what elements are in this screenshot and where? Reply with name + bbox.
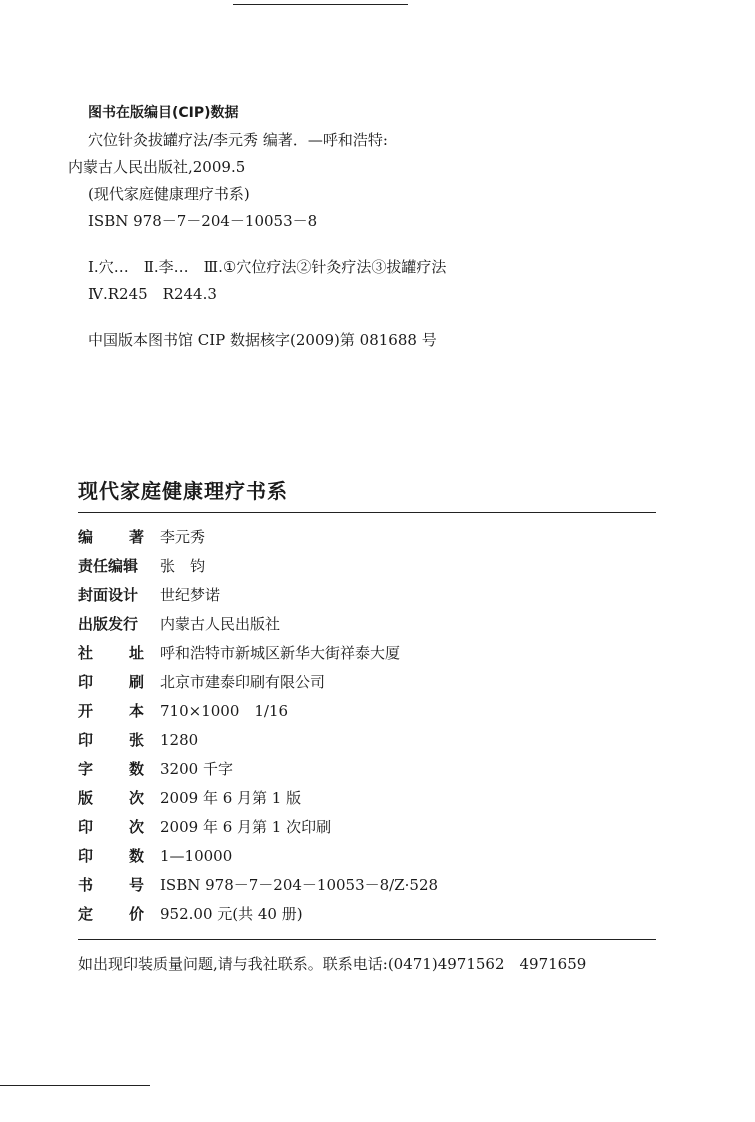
detail-label-part: 开: [78, 702, 94, 720]
detail-value: 3200 千字: [160, 760, 233, 778]
detail-label: [78, 842, 144, 871]
top-rule: [233, 4, 408, 5]
detail-label-part: 出版发行: [78, 615, 139, 633]
detail-label-part: 责任编辑: [78, 557, 139, 575]
cip-line: 内蒙古人民出版社,2009.5: [68, 158, 246, 176]
detail-label-part: 印: [78, 673, 94, 691]
detail-value: 1280: [160, 731, 199, 749]
detail-label-part: 编: [78, 528, 94, 546]
detail-value: 内蒙古人民出版社: [160, 615, 281, 633]
detail-label-part: 数: [128, 760, 144, 778]
detail-value: 北京市建泰印刷有限公司: [160, 673, 326, 691]
detail-label: [78, 668, 144, 697]
detail-label: [78, 813, 144, 842]
detail-row: [78, 610, 656, 639]
detail-label-part: 印: [78, 818, 94, 836]
cip-line: Ⅰ.穴… Ⅱ.李… Ⅲ.①穴位疗法②针灸疗法③拔罐疗法: [88, 258, 447, 276]
detail-row: [78, 842, 656, 871]
detail-value: 710×1000 1/16: [160, 702, 289, 720]
detail-row: [78, 639, 656, 668]
detail-value: 呼和浩特市新城区新华大街祥泰大厦: [160, 644, 401, 662]
series-title: 现代家庭健康理疗书系: [78, 476, 656, 513]
detail-row: [78, 697, 656, 726]
detail-label-part: 著: [128, 528, 144, 546]
detail-row: [78, 552, 656, 581]
detail-value: 李元秀: [160, 528, 206, 546]
series-block: [78, 476, 656, 976]
detail-label-part: 址: [128, 644, 144, 662]
detail-value: 张 钧: [160, 557, 206, 575]
detail-label-part: 号: [128, 876, 144, 894]
cip-line: 穴位针灸拔罐疗法/李元秀 编著．—呼和浩特:: [88, 131, 388, 149]
detail-row: [78, 668, 656, 697]
detail-label: [78, 697, 144, 726]
detail-label-part: 社: [78, 644, 94, 662]
detail-label: [78, 755, 144, 784]
detail-value: 952.00 元(共 40 册): [160, 905, 303, 923]
detail-label-part: 刷: [128, 673, 144, 691]
detail-row: [78, 900, 656, 929]
detail-label-part: 定: [78, 905, 94, 923]
detail-label-part: 张: [128, 731, 144, 749]
detail-value: 2009 年 6 月第 1 次印刷: [160, 818, 332, 836]
detail-row: [78, 726, 656, 755]
detail-label-part: 书: [78, 876, 94, 894]
detail-row: [78, 581, 656, 610]
detail-label: [78, 581, 144, 610]
detail-row: [78, 755, 656, 784]
detail-value: 2009 年 6 月第 1 版: [160, 789, 302, 807]
cip-line: (现代家庭健康理疗书系): [88, 185, 250, 203]
detail-label-part: 次: [128, 789, 144, 807]
detail-label: [78, 784, 144, 813]
detail-label-part: 数: [128, 847, 144, 865]
bottom-rule: [0, 1085, 150, 1086]
detail-value: 世纪梦诺: [160, 586, 221, 604]
footer-contact: 如出现印装质量问题,请与我社联系。联系电话:(0471)4971562 4971659: [78, 939, 656, 976]
detail-label-part: 本: [128, 702, 144, 720]
detail-label: [78, 900, 144, 929]
cip-line: ISBN 978－7－204－10053－8: [88, 212, 318, 230]
detail-label-part: 价: [128, 905, 144, 923]
detail-label-part: 封面设计: [78, 586, 139, 604]
detail-label: [78, 871, 144, 900]
detail-label: [78, 552, 144, 581]
detail-label: [78, 726, 144, 755]
detail-row: [78, 523, 656, 552]
detail-label-part: 印: [78, 731, 94, 749]
cip-block: [68, 100, 688, 354]
publication-details: [78, 523, 656, 929]
detail-label: [78, 610, 144, 639]
detail-label: [78, 639, 144, 668]
detail-label-part: 次: [128, 818, 144, 836]
detail-label-part: 版: [78, 789, 94, 807]
detail-row: [78, 784, 656, 813]
detail-row: [78, 813, 656, 842]
detail-row: [78, 871, 656, 900]
cip-line: Ⅳ.R245 R244.3: [88, 285, 217, 303]
seal-text: PDG: [669, 792, 711, 819]
detail-value: 1—10000: [160, 847, 233, 865]
detail-label-part: 印: [78, 847, 94, 865]
detail-label: [78, 523, 144, 552]
cip-heading: 图书在版编目(CIP)数据: [88, 105, 239, 121]
cip-line: 中国版本图书馆 CIP 数据核字(2009)第 081688 号: [88, 331, 437, 349]
detail-label-part: 字: [78, 760, 94, 778]
detail-value: ISBN 978－7－204－10053－8/Z·528: [160, 876, 439, 894]
